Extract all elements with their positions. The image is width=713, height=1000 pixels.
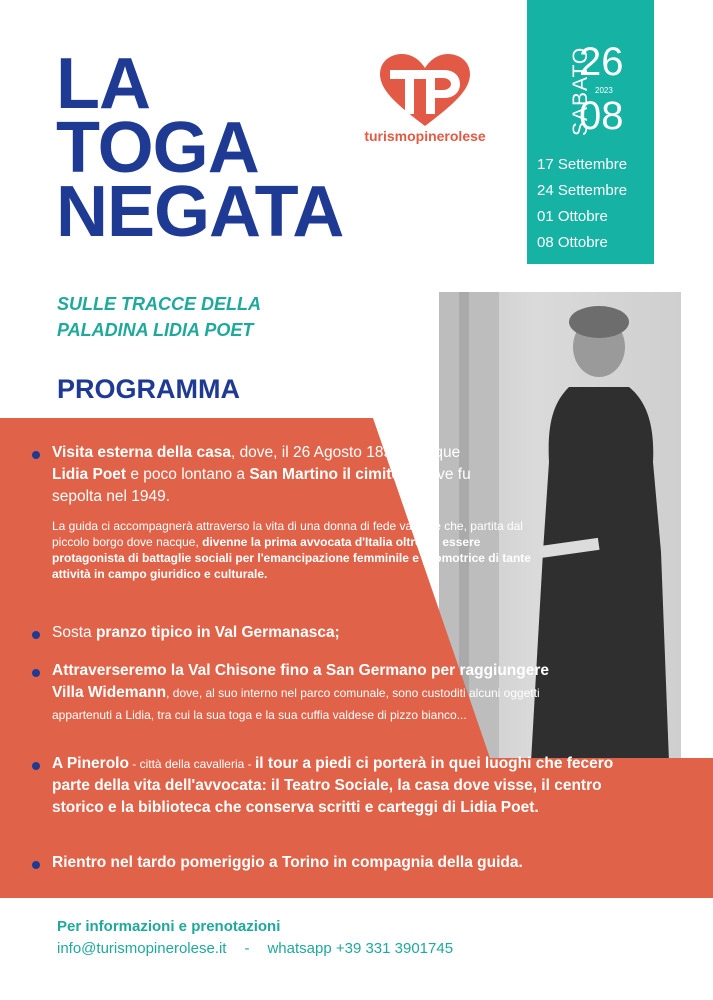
item-1-strong: Visita esterna della casa (52, 444, 231, 461)
heart-tp-icon (376, 52, 474, 128)
section-title: PROGRAMMA (57, 374, 240, 404)
program-item-3 (52, 660, 552, 726)
item-5-strong: Rientro nel tardo pomeriggio a Torino in compagnia della guida. (52, 854, 523, 871)
item-1-text: , dove, il 26 Agosto 1855, nacque (230, 444, 461, 461)
title-line-1: LA (56, 44, 150, 124)
bullet-icon (32, 631, 40, 639)
weekday-label: SABATO (569, 46, 592, 136)
turismo-pinerolese-logo (340, 50, 510, 150)
poster-title (56, 44, 344, 252)
date-day: 26 (579, 40, 624, 84)
footer-title: Per informazioni e prenotazioni (57, 918, 281, 935)
date-item: 08 Ottobre (537, 234, 608, 251)
item-3-strong: Attraverseremo la Val Chisone fino a San Germano per raggiungere Villa Widemann (52, 662, 550, 701)
contact-separator: - (244, 940, 250, 957)
item-1-detail-strong: divenne la prima avvocata d'Italia oltre ad essere protagonista di battaglie sociali per l'emancipazione femminile e promotrice di tante attività in campo giuridico e culturale. (52, 535, 531, 581)
bullet-icon (32, 861, 40, 869)
date-box (527, 0, 654, 264)
program-item-5 (52, 852, 652, 874)
title-line-2: TOGA (56, 108, 259, 188)
item-4-strong: il tour a piedi ci porterà in quei luoghi che fecero parte della vita dell'avvocata: il Teatro Sociale, la casa dove visse, il centro storico e la biblioteca che conserva scritti e carteggi di Lidia Poet. (52, 755, 614, 816)
program-item-2 (52, 622, 532, 644)
contact-email[interactable]: info@turismopinerolese.it (57, 940, 227, 957)
footer-contact (57, 940, 471, 957)
item-1-text: e poco lontano a (126, 466, 250, 483)
date-year: 2023 (595, 86, 613, 95)
item-3-text: , dove, al suo interno nel parco comunale, sono custoditi alcuni oggetti appartenuti a Lidia, tra cui la sua toga e la sua cuffia valdese di pizzo bianco... (52, 686, 540, 722)
bullet-icon (32, 762, 40, 770)
subtitle-line-1: SULLE TRACCE DELLA (57, 294, 261, 314)
contact-phone[interactable]: whatsapp +39 331 3901745 (267, 940, 454, 957)
item-2-text: Sosta (52, 624, 96, 641)
item-1-strong: Lidia Poet (52, 466, 127, 483)
program-item-1 (52, 442, 482, 508)
date-item: 17 Settembre (537, 156, 628, 173)
subtitle (57, 291, 261, 343)
logo-text: turismopinerolese (364, 128, 486, 144)
item-1-detail-text: La guida ci accompagnerà attraverso la vita di una donna di fede valdese che, partita dal piccolo borgo dove nacque, (52, 519, 523, 549)
item-2-strong: pranzo tipico in Val Germanasca; (95, 624, 340, 641)
title-line-3: NEGATA (56, 172, 344, 252)
item-4-text: - città della cavalleria - (128, 757, 255, 771)
program-item-1-detail (52, 518, 532, 582)
item-1-strong: San Martino il cimitero (249, 466, 416, 483)
date-item: 01 Ottobre (537, 208, 608, 225)
subtitle-line-2: PALADINA LIDIA POET (57, 320, 254, 340)
additional-dates (537, 152, 627, 256)
date-month: 08 (579, 94, 624, 138)
program-item-4 (52, 753, 632, 819)
bullet-icon (32, 451, 40, 459)
item-1-text: dove fu sepolta nel 1949. (52, 466, 471, 505)
bullet-icon (32, 669, 40, 677)
date-item: 24 Settembre (537, 182, 628, 199)
item-4-strong: A Pinerolo (52, 755, 129, 772)
